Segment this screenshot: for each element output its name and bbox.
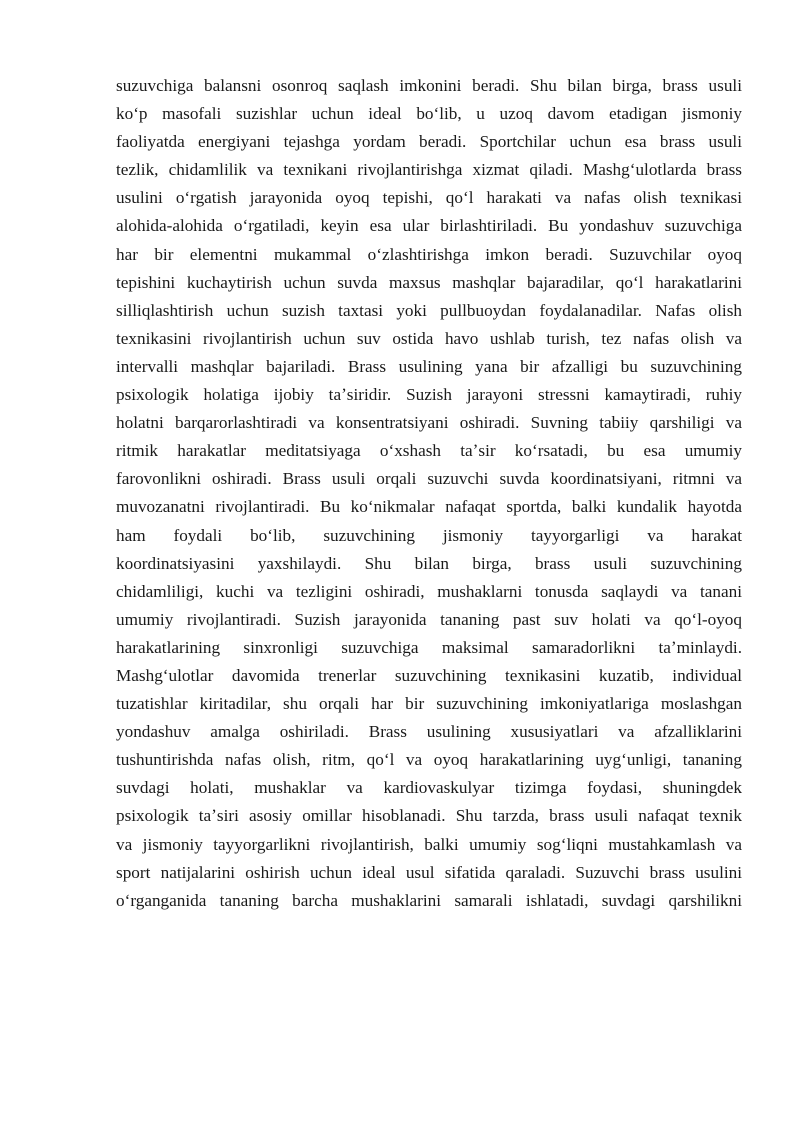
text-line: psixologik holatiga ijobiy taʼsiridir. Suzish jarayoni stressni kamaytiradi, ruhiy	[116, 385, 742, 405]
text-line: umumiy rivojlantiradi. Suzish jarayonida tananing past suv holati va qoʻl-oyoq	[116, 609, 742, 629]
text-line: texnikasini rivojlantirish uchun suv ostida havo ushlab turish, tez nafas olish va	[116, 328, 742, 348]
text-line: suzuvchiga balansni osonroq saqlash imkonini beradi. Shu bilan birga, brass usuli	[116, 76, 742, 95]
text-line: yondashuv amalga oshiriladi. Brass usulining xususiyatlari va afzalliklarini	[116, 722, 742, 742]
text-line: ham foydali boʻlib, suzuvchining jismoniy tayyorgarligi va harakat	[116, 525, 742, 545]
text-line: tushuntirishda nafas olish, ritm, qoʻl va oyoq harakatlarining uygʻunligi, tananing	[116, 750, 742, 770]
text-line: muvozanatni rivojlantiradi. Bu koʻnikmalar nafaqat sportda, balki kundalik hayotda	[116, 497, 742, 517]
body-paragraph	[116, 72, 742, 915]
text-line: intervalli mashqlar bajariladi. Brass usulining yana bir afzalligi bu suzuvchining	[116, 356, 742, 376]
text-line: faoliyatda energiyani tejashga yordam beradi. Sportchilar uchun esa brass usuli	[116, 132, 742, 152]
text-line: alohida-alohida oʻrgatiladi, keyin esa ular birlashtiriladi. Bu yondashuv suzuvchiga	[116, 216, 742, 236]
text-line: ritmik harakatlar meditatsiyaga oʻxshash taʼsir koʻrsatadi, bu esa umumiy	[116, 441, 742, 461]
text-line: koʻp masofali suzishlar uchun ideal boʻlib, u uzoq davom etadigan jismoniy	[116, 104, 742, 124]
text-line: koordinatsiyasini yaxshilaydi. Shu bilan birga, brass usuli suzuvchining	[116, 553, 742, 573]
text-line: sport natijalarini oshirish uchun ideal usul sifatida qaraladi. Suzuvchi brass usulini	[116, 862, 742, 882]
text-line: holatni barqarorlashtiradi va konsentratsiyani oshiradi. Suvning tabiiy qarshiligi va	[116, 413, 742, 433]
text-line: tezlik, chidamlilik va texnikani rivojlantirishga xizmat qiladi. Mashgʻulotlarda brass	[116, 160, 742, 180]
text-line: oʻrganganida tananing barcha mushaklarini samarali ishlatadi, suvdagi qarshilikni	[116, 890, 742, 910]
text-line: tuzatishlar kiritadilar, shu orqali har bir suzuvchining imkoniyatlariga moslashgan	[116, 694, 742, 714]
text-line: va jismoniy tayyorgarlikni rivojlantirish, balki umumiy sogʻliqni mustahkamlash va	[116, 834, 742, 854]
text-line: harakatlarining sinxronligi suzuvchiga maksimal samaradorlikni taʼminlaydi.	[116, 637, 742, 657]
text-line: Mashgʻulotlar davomida trenerlar suzuvchining texnikasini kuzatib, individual	[116, 665, 742, 685]
text-line: usulini oʻrgatish jarayonida oyoq tepishi, qoʻl harakati va nafas olish texnikasi	[116, 188, 742, 208]
text-line: silliqlashtirish uchun suzish taxtasi yoki pullbuoydan foydalanadilar. Nafas olish	[116, 300, 742, 320]
text-line: chidamliligi, kuchi va tezligini oshiradi, mushaklarni tonusda saqlaydi va tanani	[116, 581, 742, 601]
text-line: psixologik taʼsiri asosiy omillar hisoblanadi. Shu tarzda, brass usuli nafaqat texnik	[116, 806, 742, 826]
text-line: tepishini kuchaytirish uchun suvda maxsus mashqlar bajaradilar, qoʻl harakatlarini	[116, 272, 742, 292]
text-line: farovonlikni oshiradi. Brass usuli orqali suzuvchi suvda koordinatsiyani, ritmni va	[116, 469, 742, 489]
text-line: har bir elementni mukammal oʻzlashtirishga imkon beradi. Suzuvchilar oyoq	[116, 244, 742, 264]
text-line: suvdagi holati, mushaklar va kardiovaskulyar tizimga foydasi, shuningdek	[116, 778, 742, 798]
